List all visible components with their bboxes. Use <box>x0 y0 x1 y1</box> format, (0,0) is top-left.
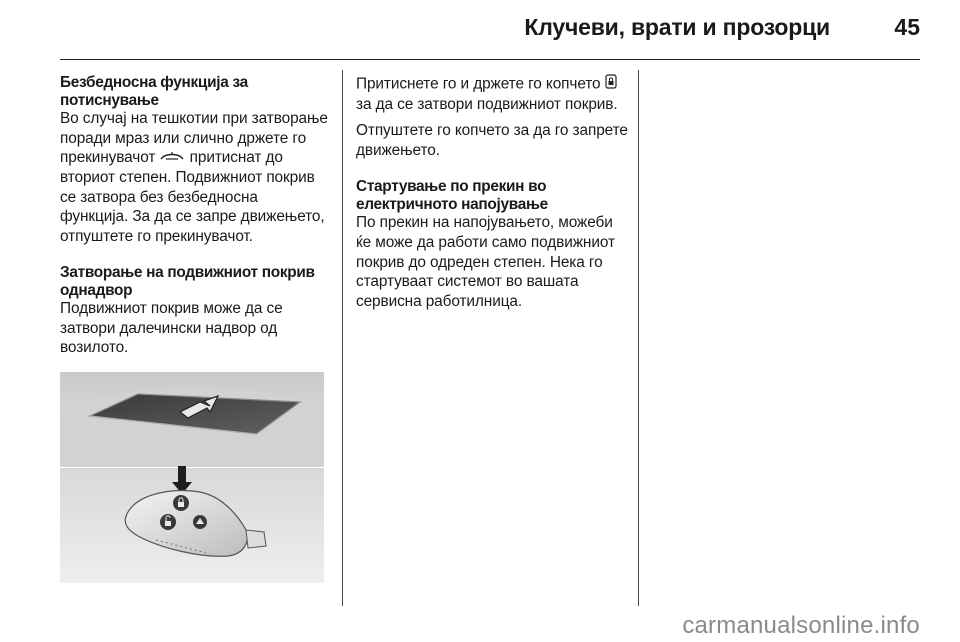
column-divider-right <box>638 70 639 606</box>
header-divider <box>60 59 920 60</box>
column-divider-left <box>342 70 343 606</box>
section-heading-close-from-outside: Затворање на подвижниот покрив однадвор <box>60 264 315 299</box>
paragraph-anti-trap: Во случај на тешкотии при затворање поради мраз или слично држете го прекинувачот притиснат до вториот степен. Подвижниот покрив се затвора без безбедносна функција. За да се запре движењето, отпуштете го прекинувачот. <box>60 110 328 245</box>
left-column <box>60 74 330 365</box>
page-number: 45 <box>894 14 920 40</box>
section-heading-anti-trap: Безбедносна функција за потиснување <box>60 74 248 109</box>
paragraph-release: Отпуштете го копчето за да го запрете движењето. <box>356 122 628 159</box>
section-heading-power-failure: Стартување по прекин во електричното напојување <box>356 178 548 213</box>
trunk-button-icon <box>193 515 207 529</box>
sunroof-remote-illustration <box>60 372 324 583</box>
key-lock-icon <box>605 74 617 95</box>
paragraph-press-hold: Притиснете го и држете го копчето за да се затвори подвижниот покрив. <box>356 75 618 113</box>
middle-column <box>356 74 628 318</box>
unlock-button-icon <box>160 514 176 530</box>
paragraph-power-failure: По прекин на напојувањето, можеби ќе може да работи само подвижниот покрив до одреден степен. Нека го стартуваат системот во вашата сервисна работилница. <box>356 214 615 310</box>
page-title: Клучеви, врати и прозорци <box>524 14 830 40</box>
watermark: carmanualsonline.info <box>682 612 920 639</box>
lock-button-icon <box>173 495 189 511</box>
paragraph-close-from-outside: Подвижниот покрив може да се затвори далечински надвор од возилото. <box>60 300 283 357</box>
sunroof-switch-icon <box>159 148 185 168</box>
